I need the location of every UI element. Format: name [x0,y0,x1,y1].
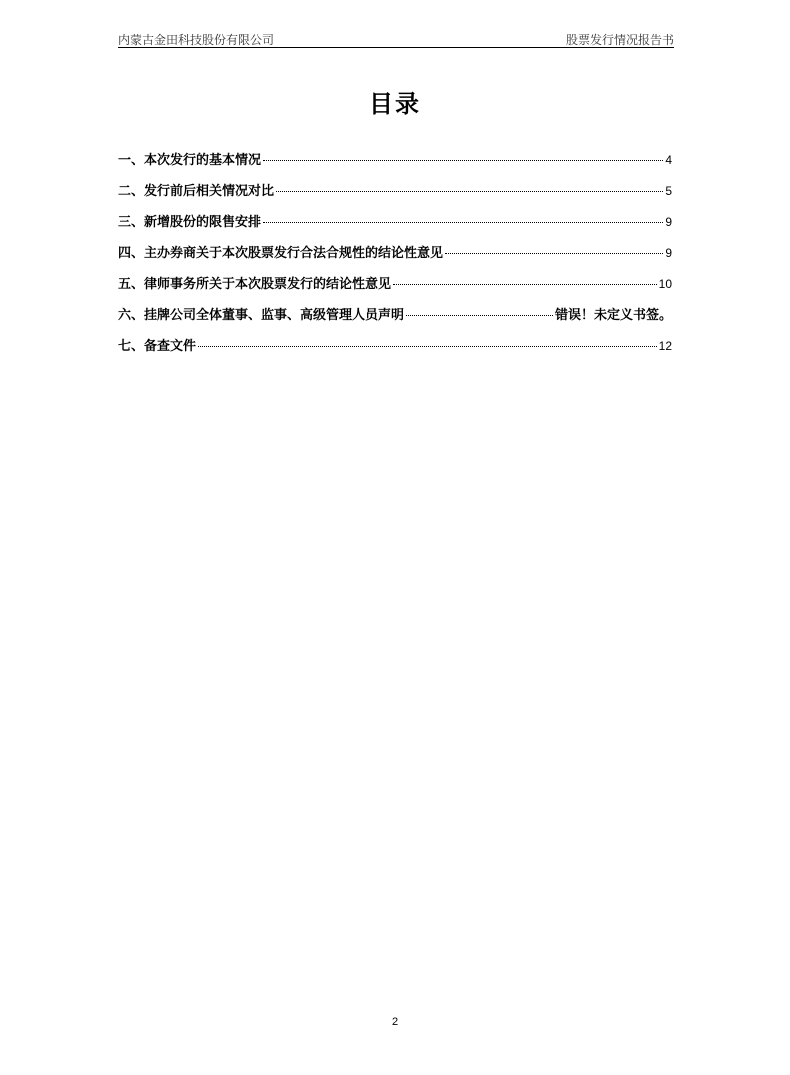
toc-entry-label: 七、备查文件 [118,339,197,354]
toc-entry-management-statement[interactable] [118,304,672,335]
toc-entry-label: 三、新增股份的限售安排 [118,215,262,230]
dot-leader [276,191,663,192]
toc-entry-law-firm-opinion[interactable] [118,273,672,304]
toc-entry-basic-info[interactable] [118,149,672,180]
toc-entry-page: 4 [665,153,672,167]
toc-title: 目录 [369,90,421,118]
toc-entry-label: 四、主办券商关于本次股票发行合法合规性的结论性意见 [118,246,444,261]
dot-leader [445,253,663,254]
dot-leader [263,160,663,161]
dot-leader [393,284,657,285]
toc-entry-comparison[interactable] [118,180,672,211]
page-header [118,31,674,48]
dot-leader [198,346,657,347]
header-document-title: 股票发行情况报告书 [565,33,674,47]
dot-leader [406,315,553,316]
toc-entry-label: 二、发行前后相关情况对比 [118,184,275,199]
dot-leader [263,222,663,223]
toc-entry-page: 9 [665,215,672,229]
toc-entry-page: 9 [665,246,672,260]
toc-entry-lockup[interactable] [118,211,672,242]
toc-entry-label: 五、律师事务所关于本次股票发行的结论性意见 [118,277,392,292]
toc-entry-reference-documents[interactable] [118,335,672,366]
table-of-contents [118,149,672,366]
toc-entry-page: 5 [665,184,672,198]
toc-entry-broker-opinion[interactable] [118,242,672,273]
header-company-name: 内蒙古金田科技股份有限公司 [118,33,275,47]
toc-entry-page: 12 [658,339,672,353]
toc-entry-label: 一、本次发行的基本情况 [118,153,262,168]
toc-entry-label: 六、挂牌公司全体董事、监事、高级管理人员声明 [118,308,405,323]
toc-entry-page-error: 错误！未定义书签。 [554,308,672,323]
page-number: 2 [391,1016,399,1028]
toc-entry-page: 10 [658,277,672,291]
